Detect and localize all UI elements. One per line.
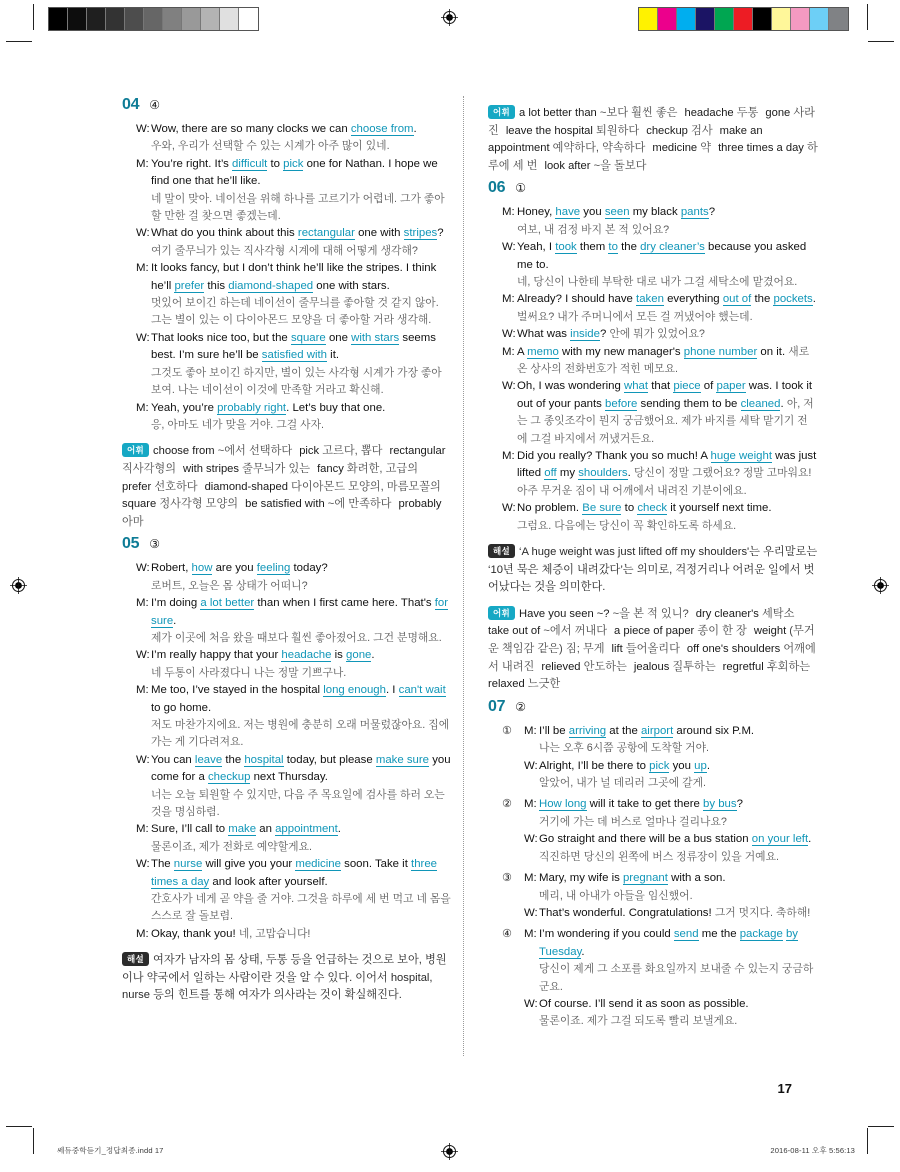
vocab-definition: 직사각형의 xyxy=(122,462,177,475)
line-text xyxy=(539,996,818,1031)
speaker-label: M: xyxy=(524,872,537,885)
vocab-term: make an appointment xyxy=(488,124,763,155)
vocab-definition: 검사 xyxy=(687,124,713,137)
answer-choice: ③ xyxy=(149,537,160,552)
korean-translation: 네, 고맙습니다! xyxy=(238,927,311,940)
choice-list xyxy=(502,723,818,1031)
speaker-label: M: xyxy=(136,401,149,414)
vocab-term: gone xyxy=(765,107,791,119)
left-column xyxy=(122,96,452,1009)
speaker-label: M: xyxy=(136,927,149,940)
choice-marker: ④ xyxy=(502,928,512,941)
line-text xyxy=(151,560,452,595)
script-line xyxy=(502,291,818,326)
vocab-term: checkup xyxy=(646,124,688,137)
vocab-definition: 들어올리다 xyxy=(622,643,680,656)
korean-translation: 새로 온 상사의 전화번호가 적힌 메모요. xyxy=(517,345,810,376)
english-sentence: How long will it take to get there by bus? xyxy=(539,798,743,811)
vocab-term: take out of xyxy=(488,625,541,638)
korean-translation: 네, 당신이 나한테 부탁한 대로 내가 그걸 세탁소에 맡겼어요. xyxy=(517,276,798,288)
vocab-term: probably xyxy=(398,498,442,511)
speaker-label: W: xyxy=(136,331,150,344)
line-text xyxy=(539,796,818,831)
explanation-badge: 해설 xyxy=(122,952,149,966)
line-text xyxy=(151,400,452,435)
choice-dialogue xyxy=(524,723,818,793)
script-line xyxy=(502,326,818,343)
answer-choice: ① xyxy=(515,181,526,196)
line-text xyxy=(517,239,818,291)
vocab-term: look after xyxy=(544,159,591,172)
korean-translation: 나는 오후 6시쯤 공항에 도착할 거야. xyxy=(539,742,710,755)
line-text xyxy=(539,905,818,922)
vocab-definition: 느긋한 xyxy=(524,678,561,691)
english-sentence: Already? I should have taken everything out of the pockets. xyxy=(517,293,816,306)
script-line xyxy=(502,448,818,500)
dialogue-script xyxy=(136,121,452,434)
korean-translation: 제가 이곳에 처음 왔을 때보다 훨씬 좋아졌어요. 그건 분명해요. xyxy=(151,631,442,644)
script-line xyxy=(524,831,818,866)
korean-translation: 네 말이 맞아. 네이선을 위해 하나를 고르기가 어렵네. 그가 좋아할 만한 걸 찾으면 좋겠는데. xyxy=(151,192,445,223)
vocab-term: pick xyxy=(299,445,320,458)
korean-translation: 그거 멋지다. 축하해! xyxy=(714,906,811,919)
script-line xyxy=(136,682,452,752)
english-sentence: Mary, my wife is pregnant with a son. xyxy=(539,872,726,885)
vocab-term: prefer xyxy=(122,480,152,493)
korean-translation: 메리, 내 아내가 아들을 임신했어. xyxy=(539,889,693,902)
english-sentence: Sure, I’ll call to make an appointment. xyxy=(151,823,341,836)
question-number: 05 xyxy=(122,535,140,553)
vocab-definition: 안도하는 xyxy=(580,660,627,673)
line-text xyxy=(517,344,818,379)
vocab-definition: 종이 한 장 xyxy=(694,625,747,638)
choice-marker: ② xyxy=(502,798,512,811)
korean-translation: 물론이죠, 제가 전화로 예약할게요. xyxy=(151,840,313,853)
line-text xyxy=(517,204,818,239)
explanation-text: 여자가 남자의 몸 상태, 두통 등을 언급하는 것으로 보아, 병원이나 약국에서 일하는 사람이란 것을 알 수 있다. 이어서 hospital, nurse 등의 힌트를 통해 여자가 의사라는 것이 확실해진다. xyxy=(122,954,447,1002)
speaker-label: M: xyxy=(524,724,537,737)
vocab-definition: 화려한, 고급의 xyxy=(343,462,418,475)
vocab-definition: (무거운 책임감 같은) 짐; 무게 xyxy=(488,625,815,656)
line-text xyxy=(539,831,818,866)
question-header-06 xyxy=(488,179,818,197)
vocab-definition: 줄무늬가 있는 xyxy=(239,462,311,475)
korean-translation: 당신이 제게 그 소포를 화요일까지 보내줄 수 있는지 궁금하군요. xyxy=(539,963,814,993)
line-text xyxy=(151,926,452,943)
speaker-label: M: xyxy=(502,345,515,358)
speaker-label: M: xyxy=(136,823,149,836)
choice-item xyxy=(502,796,818,866)
speaker-label: W: xyxy=(524,833,538,846)
vocab-definition: 어깨에서 내려진 xyxy=(488,643,816,673)
vocab-term: medicine xyxy=(652,142,698,155)
vocab-term: with stripes xyxy=(183,462,240,475)
english-sentence: I’m wondering if you could send me the package by Tuesday. xyxy=(539,928,798,958)
line-text xyxy=(517,500,818,535)
english-sentence: I’ll be arriving at the airport around six P.M. xyxy=(539,724,755,737)
line-text xyxy=(151,330,452,400)
line-text xyxy=(151,752,452,822)
korean-translation: 너는 오늘 퇴원할 수 있지만, 다음 주 목요일에 검사를 하러 오는 것을 명심하렴. xyxy=(151,788,445,818)
vocab-term: square xyxy=(122,498,157,511)
speaker-label: W: xyxy=(502,241,516,254)
vocab-definition: ~을 본 적 있니? xyxy=(609,607,689,620)
script-line xyxy=(136,156,452,226)
line-text xyxy=(151,682,452,752)
speaker-label: W: xyxy=(524,997,538,1010)
speaker-label: M: xyxy=(502,450,515,463)
vocab-definition: 다이아몬드 모양의, 마름모꼴의 xyxy=(287,480,441,493)
english-sentence: Okay, thank you! xyxy=(151,927,236,940)
vocab-term: fancy xyxy=(317,462,344,475)
question-header-05 xyxy=(122,535,452,553)
line-text xyxy=(517,378,818,448)
vocab-term: headache xyxy=(684,107,734,119)
english-sentence: Yeah, I took them to the dry cleaner’s because you asked me to. xyxy=(517,241,807,271)
korean-translation: 저도 마찬가지에요. 저는 병원에 충분히 오래 머물렀잖아요. 집에 가는 게 기다려져요. xyxy=(151,718,450,749)
speaker-label: W: xyxy=(524,906,538,919)
korean-translation: 여보, 내 검정 바지 본 적 있어요? xyxy=(517,223,670,236)
script-line xyxy=(502,500,818,535)
vocab-term: choose from xyxy=(153,445,215,458)
vocab-definition: 세탁소 xyxy=(758,607,795,620)
answer-choice: ④ xyxy=(149,98,160,112)
vocab-definition: ~보다 훨씬 좋은 xyxy=(596,107,678,119)
question-header-07 xyxy=(488,698,818,716)
english-sentence: Did you really? Thank you so much! A huge weight was just lifted off my shoulders. xyxy=(517,450,817,480)
choice-item xyxy=(502,870,818,922)
speaker-label: W: xyxy=(502,502,516,515)
vocab-definition: 후회하는 xyxy=(763,660,811,673)
choice-dialogue xyxy=(524,926,818,1030)
korean-translation: 여기 줄무늬가 있는 직사각형 시계에 대해 어떻게 생각해? xyxy=(151,244,418,257)
vocab-term: diamond-shaped xyxy=(204,480,288,493)
english-sentence: Honey, have you seen my black pants? xyxy=(517,206,716,219)
korean-translation: 당신이 정말 그랬어요? 정말 고마워요! 아주 무거운 짐이 내 어깨에서 내려진 기분이에요. xyxy=(517,467,812,497)
vocab-term: leave the hospital xyxy=(505,124,593,137)
script-line xyxy=(136,821,452,856)
english-sentence: The nurse will give you your medicine soon. Take it three times a day and look after yourself. xyxy=(151,858,437,888)
speaker-label: M: xyxy=(136,684,149,697)
script-line xyxy=(136,595,452,647)
dialogue-script xyxy=(136,560,452,943)
korean-translation: 거기에 가는 데 버스로 얼마나 걸리나요? xyxy=(539,815,727,828)
script-line xyxy=(524,996,818,1031)
english-sentence: Go straight and there will be a bus station on your left. xyxy=(539,833,812,846)
vocab-term: lift xyxy=(611,643,623,656)
column-divider xyxy=(463,96,464,1056)
speaker-label: W: xyxy=(136,649,150,662)
vocab-term: regretful xyxy=(722,660,764,673)
korean-translation: 그것도 좋아 보이긴 하지만, 별이 있는 사각형 시계가 가장 좋아 보여. 나는 네이선이 이것에 만족할 거라고 확신해. xyxy=(151,366,442,397)
english-sentence: Me too, I’ve stayed in the hospital long enough. I can't wait to go home. xyxy=(151,684,446,714)
vocab-definition: 아마 xyxy=(122,515,144,528)
line-text xyxy=(151,821,452,856)
vocab-definition: ~에서 꺼내다 xyxy=(540,625,608,638)
line-text xyxy=(151,595,452,647)
speaker-label: M: xyxy=(502,293,515,306)
speaker-label: W: xyxy=(136,858,150,871)
question-number: 07 xyxy=(488,697,506,715)
speaker-label: W: xyxy=(136,562,150,575)
vocab-definition: 퇴원하다 xyxy=(592,124,640,137)
question-number: 06 xyxy=(488,179,506,197)
line-text xyxy=(517,326,818,343)
vocab-definition: 사라진 xyxy=(488,107,815,137)
vocabulary-note xyxy=(488,606,818,694)
korean-translation: 알았어, 내가 널 데리러 그곳에 갈게. xyxy=(539,777,707,790)
line-text xyxy=(539,870,818,905)
vocabulary-note xyxy=(488,105,818,175)
line-text xyxy=(539,723,818,758)
script-line xyxy=(136,121,452,156)
line-text xyxy=(517,448,818,500)
vocab-definition: ~을 돌보다 xyxy=(590,159,647,172)
footer-filename: 쎄듀중학듣기_정답최종.indd 17 xyxy=(57,1146,164,1155)
vocab-term: be satisfied with xyxy=(245,498,325,511)
speaker-label: M: xyxy=(136,157,149,170)
vocab-term: a lot better than xyxy=(519,107,597,119)
script-line xyxy=(524,758,818,793)
vocab-badge: 어휘 xyxy=(488,606,515,620)
answer-choice: ② xyxy=(515,699,526,714)
vocab-term: rectangular xyxy=(389,445,446,458)
english-sentence: Robert, how are you feeling today? xyxy=(151,562,328,575)
vocab-term: relieved xyxy=(541,660,581,673)
vocab-term: a piece of paper xyxy=(614,625,695,638)
vocab-term: jealous xyxy=(633,660,670,673)
english-sentence: I’m doing a lot better than when I first came here. That's for sure. xyxy=(151,597,449,627)
korean-translation: 물론이죠. 제가 그걸 되도록 빨리 보낼게요. xyxy=(539,1015,738,1028)
korean-translation: 응, 아마도 네가 맞을 거야. 그걸 사자. xyxy=(151,418,325,431)
script-line xyxy=(524,723,818,758)
script-line xyxy=(524,870,818,905)
line-text xyxy=(539,758,818,793)
script-line xyxy=(136,856,452,926)
question-header-04 xyxy=(122,96,452,114)
script-line xyxy=(136,400,452,435)
english-sentence: Of course. I’ll send it as soon as possible. xyxy=(539,997,749,1010)
vocab-definition: 약 xyxy=(697,142,712,155)
choice-marker: ③ xyxy=(502,872,512,885)
english-sentence: Wow, there are so many clocks we can choose from. xyxy=(151,123,417,135)
english-sentence: You can leave the hospital today, but please make sure you come for a checkup next Thursday. xyxy=(151,753,451,784)
english-sentence: I’m really happy that your headache is gone. xyxy=(151,649,375,662)
line-text xyxy=(539,926,818,996)
english-sentence: What do you think about this rectangular one with stripes? xyxy=(151,227,444,240)
vocab-definition: 질투하는 xyxy=(669,660,716,673)
script-line xyxy=(136,647,452,682)
english-sentence: A memo with my new manager's phone number on it. xyxy=(517,345,786,358)
english-sentence: It looks fancy, but I don’t think he’ll like the stripes. I think he’ll prefer this diamond-shaped one with stars. xyxy=(151,262,437,292)
vocab-definition: 예약하다, 약속하다 xyxy=(549,142,646,155)
line-text xyxy=(517,291,818,326)
korean-translation: 아, 저는 그 종잇조각이 뭔지 궁금했어요. 제가 바지를 세탁 맡기기 전에 그걸 바지에서 꺼냈거든요. xyxy=(517,397,814,445)
script-line xyxy=(136,330,452,400)
vocab-definition: 선호하다 xyxy=(151,480,198,493)
script-line xyxy=(502,344,818,379)
script-line xyxy=(524,926,818,996)
choice-dialogue xyxy=(524,796,818,866)
speaker-label: M: xyxy=(136,262,149,275)
korean-translation: 간호사가 네게 곧 약을 줄 거야. 그것을 하루에 세 번 먹고 네 몸을 스스로 잘 돌보렴. xyxy=(151,893,451,923)
korean-translation: 벌써요? 내가 주머니에서 모든 걸 꺼냈어야 했는데. xyxy=(517,310,753,323)
footer-timestamp: 2016-08-11 오후 5:56:13 xyxy=(770,1146,855,1155)
speaker-label: W: xyxy=(136,227,150,240)
line-text xyxy=(151,225,452,260)
vocab-term: weight xyxy=(753,625,787,638)
explanation-badge: 해설 xyxy=(488,544,515,558)
vocab-term: relaxed xyxy=(488,678,525,691)
vocab-term: dry cleaner's xyxy=(695,607,759,620)
vocab-definition: 하루에 세 번 xyxy=(488,142,818,172)
explanation-text: ‘A huge weight was just lifted off my shoulders'는 우리말로는 ‘10년 묵은 체증이 내려갔다’는 의미로, 걱정거리나 어려운 일에서 벗어났다는 것을 의미한다. xyxy=(488,546,818,594)
english-sentence: You’re right. It’s difficult to pick one for Nathan. I hope we find one that he’ll like. xyxy=(151,157,438,188)
explanation-note xyxy=(122,952,452,1005)
dialogue-script xyxy=(502,204,818,535)
vocab-badge: 어휘 xyxy=(122,443,149,457)
line-text xyxy=(151,260,452,330)
explanation-note xyxy=(488,544,818,597)
vocab-badge: 어휘 xyxy=(488,105,515,119)
english-sentence: Yeah, you’re probably right. Let’s buy that one. xyxy=(151,401,386,414)
speaker-label: M: xyxy=(524,928,537,941)
speaker-label: W: xyxy=(502,328,516,341)
korean-translation: 안에 뭐가 있었어요? xyxy=(609,328,705,341)
script-line xyxy=(502,378,818,448)
korean-translation: 직진하면 당신의 왼쪽에 버스 정류장이 있을 거예요. xyxy=(539,850,780,863)
english-sentence: Oh, I was wondering what that piece of paper was. I took it out of your pants before sending them to be cleaned. xyxy=(517,380,813,410)
choice-marker: ① xyxy=(502,724,512,737)
korean-translation: 그럼요. 다음에는 당신이 꼭 확인하도록 하세요. xyxy=(517,519,737,532)
korean-translation: 멋있어 보이긴 하는데 네이선이 줄무늬를 좋아할 것 같지 않아. 그는 별이 있는 이 다이아몬드 모양을 더 좋아할 거라 생각해. xyxy=(151,297,439,327)
line-text xyxy=(151,647,452,682)
script-line xyxy=(136,752,452,822)
script-line xyxy=(524,796,818,831)
english-sentence: That looks nice too, but the square one with stars seems best. I’m sure he’ll be satisfied with it. xyxy=(151,331,436,362)
script-line xyxy=(502,239,818,291)
english-sentence: No problem. Be sure to check it yourself next time. xyxy=(517,502,772,515)
vocab-definition: 두통 xyxy=(733,107,759,119)
vocab-definition: 고르다, 뽑다 xyxy=(319,445,383,458)
right-column xyxy=(488,96,818,1035)
english-sentence: Alright, I’ll be there to pick you up. xyxy=(539,759,710,772)
english-sentence: That’s wonderful. Congratulations! xyxy=(539,906,712,919)
script-line xyxy=(502,204,818,239)
line-text xyxy=(151,121,452,156)
vocab-term: three times a day xyxy=(718,142,804,155)
choice-item xyxy=(502,926,818,1030)
speaker-label: M: xyxy=(502,206,515,219)
script-line xyxy=(136,225,452,260)
english-sentence: What was inside? xyxy=(517,328,607,341)
speaker-label: M: xyxy=(136,597,149,610)
page-number: 17 xyxy=(777,1081,792,1096)
korean-translation: 로버트, 오늘은 몸 상태가 어떠니? xyxy=(151,579,308,592)
choice-item xyxy=(502,723,818,793)
vocab-definition: 정사각형 모양의 xyxy=(156,498,239,511)
vocab-definition: ~에 만족하다 xyxy=(324,498,392,511)
vocabulary-note xyxy=(122,443,452,531)
question-number: 04 xyxy=(122,96,140,113)
line-text xyxy=(151,156,452,226)
speaker-label: W: xyxy=(524,759,538,772)
line-text xyxy=(151,856,452,926)
speaker-label: W: xyxy=(502,380,516,393)
speaker-label: W: xyxy=(136,123,150,135)
korean-translation: 네 두통이 사라졌다니 나는 정말 기쁘구나. xyxy=(151,666,347,679)
vocab-term: Have you seen ~? xyxy=(519,607,610,620)
script-line xyxy=(136,926,452,943)
vocab-definition: ~에서 선택하다 xyxy=(214,445,293,458)
speaker-label: M: xyxy=(524,798,537,811)
script-line xyxy=(524,905,818,922)
choice-dialogue xyxy=(524,870,818,922)
script-line xyxy=(136,260,452,330)
korean-translation: 우와, 우리가 선택할 수 있는 시계가 아주 많이 있네. xyxy=(151,140,390,153)
script-line xyxy=(136,560,452,595)
speaker-label: W: xyxy=(136,753,150,766)
vocab-term: off one's shoulders xyxy=(686,643,781,656)
